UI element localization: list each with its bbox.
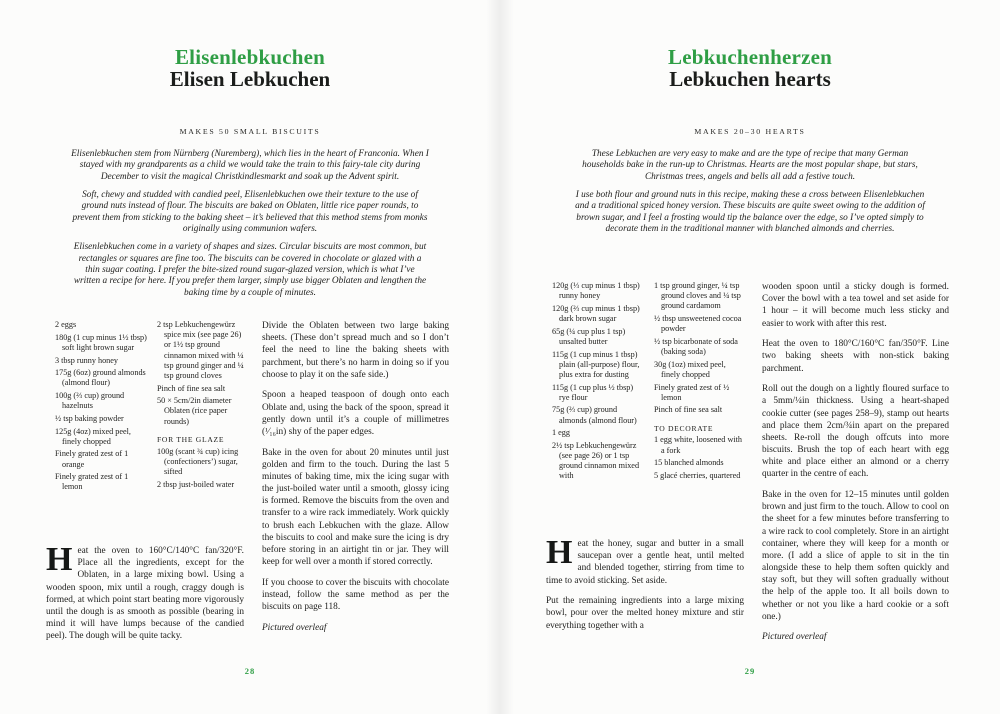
- ingredient-item: 65g (¼ cup plus 1 tsp) unsalted butter: [552, 326, 626, 346]
- ingredient-item: 115g (1 cup plus ½ tbsp) rye flour: [552, 382, 634, 402]
- drop-cap-text: eat the honey, sugar and butter in a small saucepan over a gentle heat, until melted and blended together, stirring from time to time to avoid sticking. Set aside.: [546, 539, 744, 586]
- method-section: [762, 281, 949, 652]
- pictured-note: Pictured overleaf: [262, 622, 327, 633]
- method-paragraph: If you choose to cover the biscuits with chocolate instead, follow the same method as per the biscuits on page 118.: [262, 577, 449, 613]
- ingredients-section: [55, 320, 249, 495]
- method-paragraph: Heat the oven to 180°C/160°C fan/350°F. Line two baking sheets with non-stick baking parchment.: [762, 339, 949, 374]
- method-first-step: [46, 541, 244, 651]
- method-paragraphs: [762, 281, 949, 623]
- intro-paragraph: I use both flour and ground nuts in this recipe, making these a cross between Elisenlebkuchen and a traditional spiced honey version. These biscuits are quite sweet owing to the addition of brown sugar, and I feel a frosting would tip the balance over the edge, so I’ve opted simply to decorate them in the traditional manner with blanched almonds and cherries.: [575, 189, 925, 234]
- page-number: 29: [744, 666, 756, 676]
- ingredient-item: Finely grated zest of 1 lemon: [55, 472, 129, 492]
- ingredient-item: Finely grated zest of 1 orange: [55, 449, 129, 469]
- ingredient-item: 2 tsp Lebkuchengewürz spice mix (see page 26) or 1½ tsp ground cinnamon mixed with ¼ tsp ground ginger and ¼ tsp ground cloves: [157, 320, 244, 380]
- intro-paragraph: Soft, chewy and studded with candied peel, Elisenlebkuchen owe their texture to the use of ground nuts instead of flour. The biscuits are baked on Oblaten, little rice paper rounds, to prevent them from sticking to the baking sheet – it’s believed that this method stems from monks originally using communion wafers.: [72, 189, 428, 234]
- ingredients-column-2: [654, 281, 746, 484]
- method-paragraph: Put the remaining ingredients into a large mixing bowl, pour over the melted honey mixture and stir everything together with a: [546, 596, 744, 631]
- yield-line: MAKES 20–30 HEARTS: [694, 127, 806, 136]
- method-continued: [546, 595, 744, 632]
- ingredient-item: 2 tbsp just-boiled water: [157, 479, 235, 489]
- ingredient-item: Pinch of fine sea salt: [157, 383, 226, 393]
- ingredient-item: Pinch of fine sea salt: [654, 405, 723, 415]
- ingredient-item: 120g (⅔ cup minus 1 tbsp) dark brown sugar: [552, 303, 640, 324]
- ingredient-item: 175g (6oz) ground almonds (almond flour): [55, 368, 146, 388]
- ingredients-column-2: [157, 320, 249, 495]
- pictured-note: Pictured overleaf: [762, 632, 827, 643]
- ingredient-item: 100g (scant ¾ cup) icing (confectioners’) sugar, sifted: [157, 446, 239, 476]
- drop-cap-text: eat the oven to 160°C/140°C fan/320°F. Place all the ingredients, except for the Oblaten, in a large mixing bowl. Using a wooden spoon, mix until a rough, craggy dough is formed, at which point start beating more vigorously until the dough is as smooth as possible (bearing in mind it will have lumps because of the candied peel). The dough will be quite tacky.: [46, 546, 244, 642]
- ingredient-item: 120g (⅓ cup minus 1 tbsp) runny honey: [552, 281, 640, 301]
- ingredient-item: 1 egg: [552, 428, 570, 438]
- ingredient-item: ½ tsp baking powder: [55, 413, 124, 423]
- method-step-paragraph: [46, 541, 244, 642]
- method-paragraph: Roll out the dough on a lightly floured surface to a 5mm/¼in thickness. Using a heart-shaped cookie cutter (see pages 258–9), stamp out hearts and place them 2cm/¾in apart on the prepared sheets. Re-roll the dough offcuts into more biscuits. Brush the top of each heart with egg white and place either an almond or a cherry quarter in the centre of each.: [762, 384, 949, 480]
- recipe-title-block: [0, 46, 500, 91]
- ingredients-section: [552, 281, 746, 484]
- ingredient-item: 100g (⅔ cup) ground hazelnuts: [55, 391, 125, 411]
- ingredient-item: 2½ tsp Lebkuchengewürz (see page 26) or 1 tsp ground cinnamon mixed with: [552, 440, 640, 481]
- method-section: [262, 320, 449, 642]
- ingredient-item: 1 egg white, loosened with a fork: [654, 435, 742, 455]
- ingredient-item: 75g (⅔ cup) ground almonds (almond flour): [552, 405, 637, 425]
- drop-cap-letter: H: [46, 541, 73, 578]
- method-first-step: [546, 534, 744, 640]
- ingredients-column-1: [552, 281, 644, 484]
- drop-cap-letter: H: [546, 534, 573, 571]
- ingredient-item: 30g (1oz) mixed peel, finely chopped: [654, 359, 726, 379]
- method-paragraph: Spoon a heaped teaspoon of dough onto each Oblate and, using the back of the spoon, spread it gently down until it’s a couple of millimetres (¹⁄₁₆in) shy of the paper edges.: [262, 390, 449, 437]
- ingredient-item: FOR THE GLAZE: [157, 434, 225, 444]
- intro-paragraph: These Lebkuchen are very easy to make and are the type of recipe that many German households bake in the run-up to Christmas. Hearts are the most popular shape, but stars, Christmas trees, angels and bells all add a festive touch.: [582, 149, 918, 182]
- page-number: 28: [244, 666, 256, 676]
- ingredient-item: 2 eggs: [55, 320, 77, 329]
- ingredient-item: 180g (1 cup minus 1½ tbsp) soft light brown sugar: [55, 332, 147, 352]
- yield-line: MAKES 50 SMALL BISCUITS: [179, 127, 321, 136]
- ingredient-item: 3 tbsp runny honey: [55, 355, 118, 365]
- page-gutter-shadow: [486, 0, 514, 714]
- ingredient-item: ½ tsp bicarbonate of soda (baking soda): [654, 336, 738, 357]
- ingredient-item: 125g (4oz) mixed peel, finely chopped: [55, 426, 131, 446]
- intro-paragraph: Elisenlebkuchen stem from Nürnberg (Nuremberg), which lies in the heart of Franconia. When I stayed with my grandparents as a child we would take the train to this fairy-tale city during December to visit the magical Christkindlesmarkt and soak up the Advent spirit.: [71, 149, 429, 182]
- intro-paragraph: Elisenlebkuchen come in a variety of shapes and sizes. Circular biscuits are most common, but rectangles or squares are fine too. The biscuits can be covered in chocolate or glazed with a thin sugar coating. I prefer the bite-sized round sugar-glazed version, which is what I’ve written a recipe for here. If you prefer them larger, simply use bigger Oblaten and lengthen the baking time by a couple of minutes.: [73, 242, 427, 298]
- method-paragraph: wooden spoon until a sticky dough is formed. Cover the bowl with a tea towel and set aside for 1 hour – it will become much less sticky and easier to work with after this rest.: [762, 282, 949, 329]
- method-paragraph: Bake in the oven for 12–15 minutes until golden brown and just firm to the touch. Allow to cool on the sheet for a few minutes before transferring to a wire rack to cool completely. Store in an airtight container, where they will keep for a month or more. (I add a slice of apple to sit in the tin alongside these to help them soften quickly and stay soft, but they will soften gradually without the help of the apple too. It all boils down to whether or not you like a hard cookie or a soft one.): [762, 490, 949, 622]
- ingredient-item: Finely grated zest of ½ lemon: [654, 382, 730, 402]
- intro-paragraphs: [71, 149, 429, 306]
- recipe-title-german: Lebkuchenherzen: [667, 45, 832, 69]
- method-paragraphs: [262, 320, 449, 613]
- ingredient-item: 5 glacé cherries, quartered: [654, 470, 741, 480]
- ingredients-column-1: [55, 320, 147, 495]
- ingredient-item: ½ tbsp unsweetened cocoa powder: [654, 314, 742, 334]
- recipe-title-english: Elisen Lebkuchen: [169, 67, 331, 92]
- recipe-title-english: Lebkuchen hearts: [669, 67, 831, 92]
- method-paragraph: Divide the Oblaten between two large baking sheets. (These don’t spread much and so I don’t feel the need to line the baking sheets with parchment, but there’s no harm in doing so if you choose to play it on the safe side.): [262, 321, 449, 380]
- intro-paragraphs: [571, 149, 929, 242]
- ingredient-item: 1 tsp ground ginger, ¼ tsp ground cloves and ¼ tsp ground cardamom: [654, 281, 741, 311]
- ingredient-item: 115g (1 cup minus 1 tbsp) plain (all-purpose) flour, plus extra for dusting: [552, 349, 640, 379]
- page-right: [500, 0, 1000, 714]
- ingredient-item: 15 blanched almonds: [654, 458, 724, 468]
- method-step-paragraph: [546, 534, 744, 587]
- recipe-title-block: [500, 46, 1000, 91]
- method-paragraph: Bake in the oven for about 20 minutes until just golden and firm to the touch. During the last 5 minutes of baking time, mix the icing sugar with the just-boiled water until a smooth, glossy icing is formed. Remove the biscuits from the oven and transfer to a wire rack immediately. Work quickly to brush each Lebkuchen with the glaze. Allow the biscuits to cool and make sure the icing is dry before storing in an airtight tin or jar. They will keep for well over a month if stored correctly.: [262, 447, 449, 568]
- ingredient-item: 50 × 5cm/2in diameter Oblaten (rice paper rounds): [157, 396, 232, 426]
- recipe-title-german: Elisenlebkuchen: [174, 45, 326, 69]
- ingredient-item: TO DECORATE: [654, 423, 714, 433]
